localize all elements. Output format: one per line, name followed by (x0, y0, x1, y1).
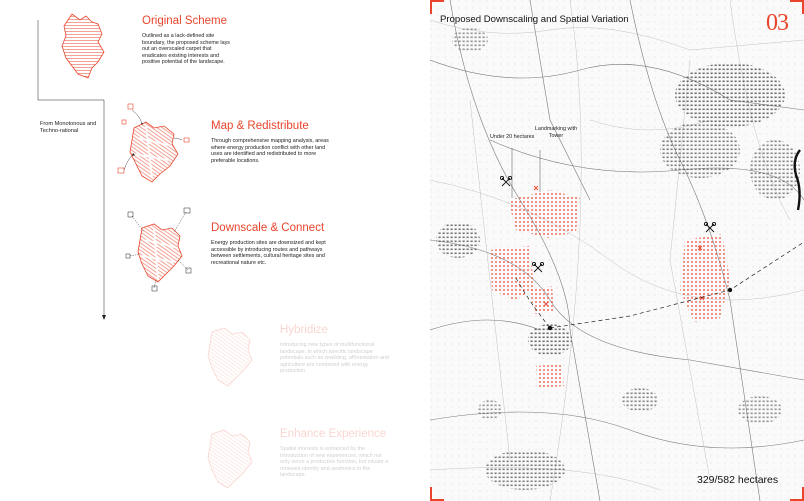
step-body-downscale-connect: Energy production sites are downsized and kept accessible by introducing routes and pathways between settlements, cultural heritage sites and recreational nature etc. (211, 240, 326, 266)
step-body-original-scheme: Outlined as a lack-defined site boundary, the proposed scheme lays out an overscaled carpet that eradicates existing interests and positive potential of the landscape. (142, 33, 230, 66)
map-drawing (430, 0, 804, 501)
step-body-map-redistribute: Through comprehensive mapping analysis, areas where energy production conflict with other land uses are identified and redistributed to more preferable locations. (211, 138, 329, 164)
site-map (430, 0, 804, 501)
annotation-landmarking-tower: Landmarking with Tower (534, 126, 578, 139)
step-body-hybridize: Introducing new types of multifunctional landscape, in which specific landscape potentials such as rewilding, afforestation and agriculture are combined with energy production. (280, 342, 389, 375)
downscale-connect-diagram (124, 204, 200, 292)
step-title-map-redistribute: Map & Redistribute (211, 120, 309, 132)
step-title-original-scheme: Original Scheme (142, 15, 228, 27)
original-scheme-diagram (58, 12, 108, 82)
annotation-under-20-hectares: Under 20 hectares (490, 134, 535, 140)
corner-mark-top-right (790, 0, 804, 14)
corner-mark-top-left (430, 0, 444, 14)
step-body-enhance-experience: Spatial interests is enhanced by the introduction of new experiences, which not only serve a productive function, but situate a renewed identity and aesthetics in the landscape. (280, 446, 389, 479)
flow-label: From Monotonous and Techno-rational (40, 121, 97, 134)
step-title-hybridize: Hybridize (280, 324, 328, 336)
enhance-experience-diagram (196, 420, 266, 496)
corner-mark-bottom-right (790, 487, 804, 501)
corner-mark-bottom-left (430, 487, 444, 501)
map-redistribute-diagram (112, 98, 204, 190)
step-title-enhance-experience: Enhance Experience (280, 428, 387, 440)
hectares-total: 329/582 hectares (697, 474, 779, 486)
map-title: Proposed Downscaling and Spatial Variation (440, 14, 629, 25)
hybridize-diagram (196, 318, 266, 394)
step-title-downscale-connect: Downscale & Connect (211, 222, 325, 234)
page-number: 03 (766, 10, 788, 36)
